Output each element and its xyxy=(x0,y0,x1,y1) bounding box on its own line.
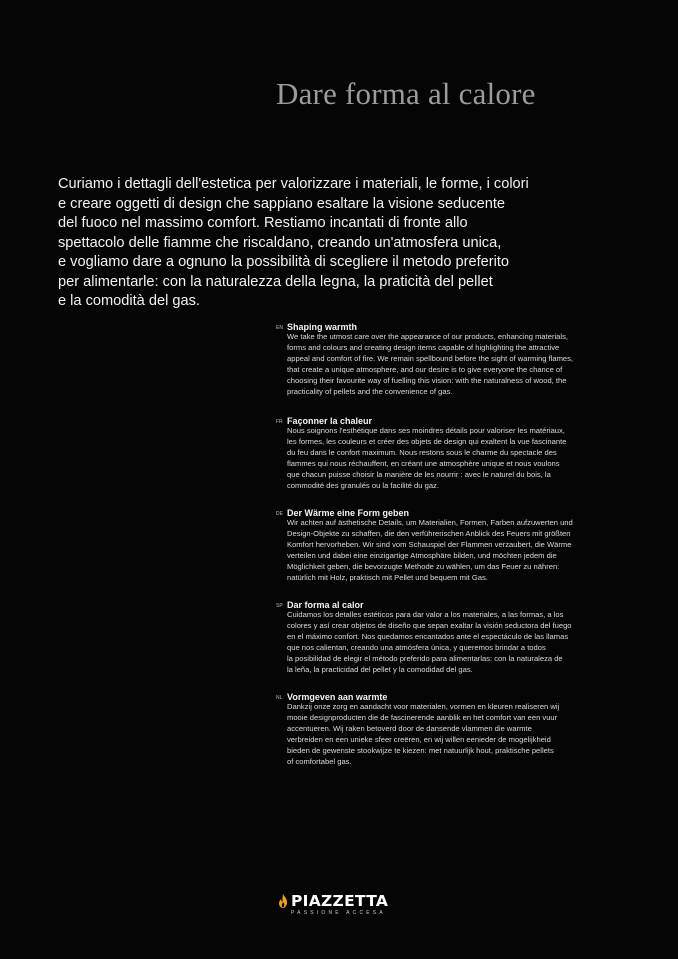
language-code: SP xyxy=(276,603,283,609)
brand-name: PIAZZETTA xyxy=(291,892,389,910)
language-code: FR xyxy=(276,419,283,425)
brand-logo xyxy=(278,893,400,923)
intro-paragraph: Curiamo i dettagli dell'estetica per valorizzare i materiali, le forme, i colori e creare oggetti di design che sappiano esaltare la visione seducente del fuoco nel massimo comfort. Restiamo incantati di fronte allo spettacolo delle fiamme che riscaldano, creando un'atmosfera unica, e vogliamo dare a ognuno la possibilità di scegliere il metodo preferito per alimentarle: con la naturalezza della legna, la praticità del pellet e la comodità del gas. xyxy=(58,176,529,309)
flame-icon xyxy=(278,894,288,908)
section-header xyxy=(276,600,636,610)
section-body: Cuidamos los detalles estéticos para dar valor a los materiales, a las formas, a los colores y así crear objetos de diseño que sepan exaltar la visión seductora del fuego en el máximo confort. Nos quedamos encantados ante el espectáculo de las llamas que nos calientan, creando una atmósfera única, y queremos brindar a todos la posibilidad de elegir el método preferido para alimentarlas: con la naturaleza de la leña, la practicidad del pellet y la comodidad del gas. xyxy=(287,610,572,674)
section-nl xyxy=(276,692,636,768)
section-title: Vormgeven aan warmte xyxy=(287,692,388,702)
language-code: EN xyxy=(276,325,283,331)
section-header xyxy=(276,508,636,518)
section-title: Dar forma al calor xyxy=(287,600,364,610)
section-title: Façonner la chaleur xyxy=(287,416,373,426)
language-code: NL xyxy=(276,695,283,701)
section-de xyxy=(276,508,636,584)
section-title: Shaping warmth xyxy=(287,322,358,332)
section-fr xyxy=(276,416,636,492)
section-en xyxy=(276,322,636,398)
section-title: Der Wärme eine Form geben xyxy=(287,508,410,518)
section-body: Nous soignons l'esthétique dans ses moindres détails pour valoriser les matériaux, les formes, les couleurs et créer des objets de design qui exaltent la vue fascinante du feu dans le confort maximum. Nous restons sous le charme du spectacle des flammes qui nous réchauffent, en créant une atmosphère unique et nous voulons que chacun puisse choisir la manière de les nourrir : avec le naturel du bois, la commodité des granulés ou la facilité du gaz. xyxy=(287,426,567,490)
section-header xyxy=(276,692,636,702)
page-title: Dare forma al calore xyxy=(276,76,536,111)
section-header xyxy=(276,322,636,332)
language-code: DE xyxy=(276,511,283,517)
section-body: Wir achten auf ästhetische Details, um Materialien, Formen, Farben aufzuwerten und Design-Objekte zu schaffen, die den verführerischen Anblick des Feuers mit größten Komfort hervorheben. Wir sind vom Schauspiel der Flammen verzaubert, die Wärme verteilen und dabei eine einzigartige Atmosphäre bilden, und möchten jedem die Möglichkeit geben, die bevorzugte Methode zu wählen, um das Feuer zu nähren: natürlich mit Holz, praktisch mit Pellet und bequem mit Gas. xyxy=(287,518,573,582)
section-body: Dankzij onze zorg en aandacht voor materialen, vormen en kleuren realiseren wij mooie designproducten die de fascinerende aanblik en het comfort van een vuur accentueren. Wij raken betoverd door de dansende vlammen die warmte verbreiden en een unieke sfeer creëren, en wij willen eenieder de mogelijkheid bieden de gewenste stookwijze te kiezen: met natuurlijk hout, praktische pellets of comfortabel gas. xyxy=(287,702,560,766)
section-header xyxy=(276,416,636,426)
section-body: We take the utmost care over the appearance of our products, enhancing materials, forms and colours and creating design items capable of highlighting the attractive appeal and comfort of fire. We remain spellbound before the sight of warming flames, that create a unique atmosphere, and our desire is to give everyone the chance of choosing their favourite way of fuelling this vision: with the naturalness of wood, the practicality of pellets and the convenience of gas. xyxy=(287,332,574,396)
logo-row xyxy=(278,893,400,909)
brand-tagline: PASSIONE ACCESA xyxy=(291,910,386,916)
section-sp xyxy=(276,600,636,676)
